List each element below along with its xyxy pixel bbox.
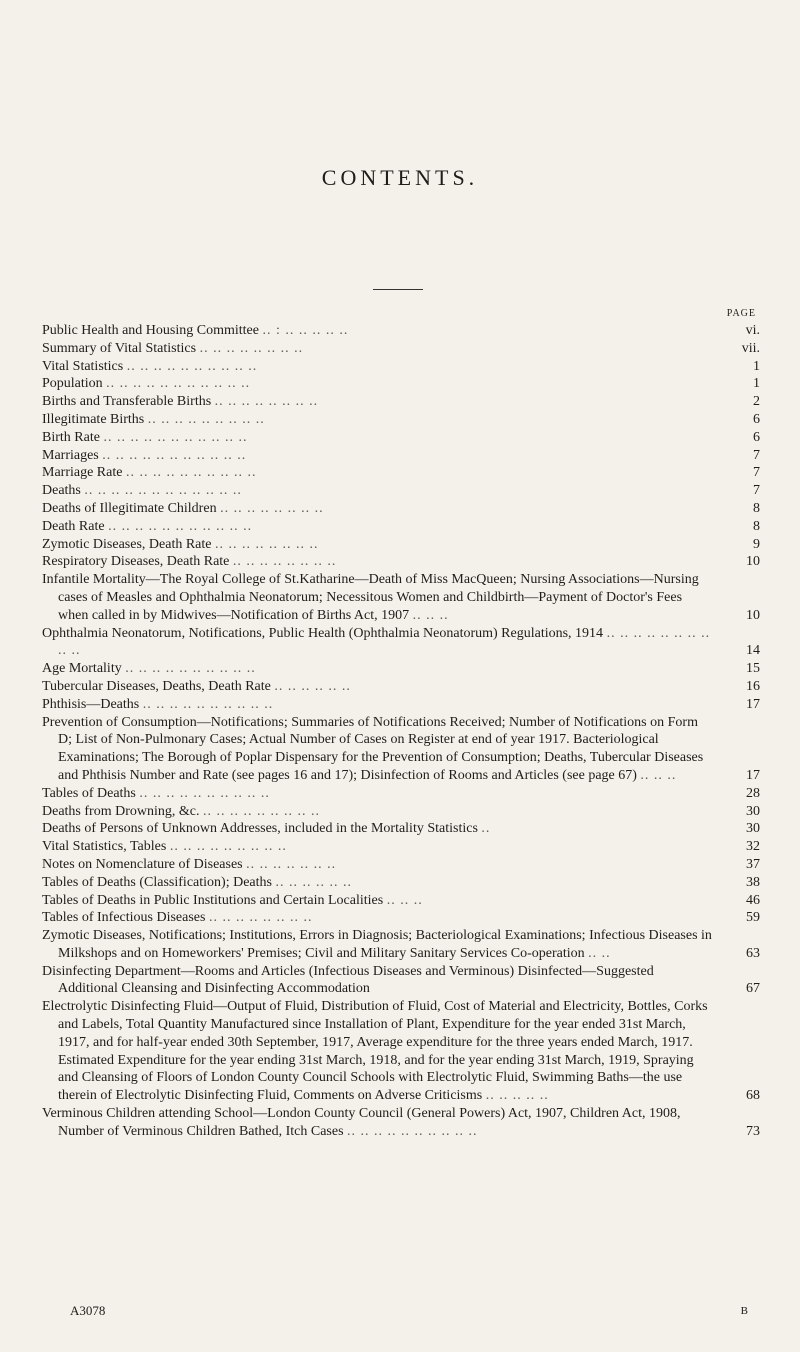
entry-page-number: 28 (746, 785, 760, 801)
entry-title: Tables of Deaths in Public Institutions and Certain Localities (42, 892, 384, 908)
entry-leader-dots: .. .. .. .. .. .. .. .. (232, 554, 337, 570)
entry-page-number: 73 (746, 1123, 760, 1139)
entry-title: Age Mortality (42, 661, 122, 677)
signature-mark: A3078 (70, 1303, 106, 1318)
page-column-header: PAGE (726, 308, 756, 319)
entry-title: Tubercular Diseases, Deaths, Death Rate (42, 678, 271, 694)
entry-leader-dots: .. .. .. .. .. .. .. .. .. .. (58, 625, 711, 659)
entry-leader-dots: .. .. .. .. .. .. .. .. .. .. (126, 358, 258, 374)
page-title: CONTENTS. (321, 165, 479, 190)
entry-leader-dots: .. .. .. .. .. .. .. .. (214, 394, 319, 410)
contents-entry (42, 838, 760, 856)
entry-title: Tables of Infectious Diseases (42, 910, 206, 926)
entry-title: Marriages (42, 447, 99, 463)
entry-leader-dots: .. .. .. (640, 767, 677, 783)
entry-title: Summary of Vital Statistics (42, 340, 197, 356)
contents-entry (42, 393, 760, 411)
entry-leader-dots: .. .. .. .. .. .. .. .. (220, 500, 324, 516)
entry-leader-dots: .. .. .. .. .. .. .. .. (208, 910, 313, 926)
entry-leader-dots: .. .. .. .. .. .. .. .. .. .. (125, 661, 256, 677)
contents-entry (42, 571, 760, 624)
entry-leader-dots: .. .. .. (412, 607, 449, 623)
entry-page-number: 37 (746, 856, 760, 872)
entry-page-number: 38 (746, 874, 760, 890)
entry-title: Illegitimate Births (42, 411, 145, 427)
entry-title: Tables of Deaths (Classification); Deaths (42, 874, 272, 890)
entry-page-number: 1 (753, 358, 760, 374)
entry-title: Zymotic Diseases, Death Rate (42, 536, 212, 552)
entry-page-number: 63 (746, 945, 760, 961)
entry-title: Marriage Rate (42, 465, 123, 481)
contents-entry (42, 500, 760, 518)
entry-title: Deaths of Persons of Unknown Addresses, included in the Mortality Statistics (42, 821, 478, 837)
entry-title: Prevention of Consumption—Notifications; Summaries of Notifications Received; Number of Notifications on Form D; List of Non-Pulmonary Cases; Actual Number of Cases on Register at end of year 1917. Bacteriological Examinations; The Borough of Poplar Dispensary for the Prevention of Consumption; Deaths, Tubercular Diseases and Phthisis Number and Rate (see pages 16 and 17); Disinfection of Rooms and Articles (see page 67) (42, 714, 704, 783)
contents-entry (42, 553, 760, 571)
entry-page-number: 9 (753, 536, 760, 552)
gathering-letter: B (740, 1305, 748, 1317)
entry-page-number: 7 (753, 447, 760, 463)
contents-entry (42, 536, 760, 554)
entry-leader-dots: .. .. .. .. .. .. .. .. .. (202, 803, 320, 819)
entry-leader-dots: .. .. .. .. .. .. .. .. .. .. .. (103, 429, 248, 445)
entry-leader-dots: .. .. .. .. .. .. .. .. (199, 340, 304, 356)
contents-entry (42, 696, 760, 714)
entry-leader-dots: .. .. .. .. .. .. .. .. .. .. (139, 785, 270, 801)
entry-leader-dots: .. .. .. .. .. .. .. .. .. .. .. (106, 376, 251, 392)
contents-entry (42, 803, 760, 821)
entry-title: Notes on Nomenclature of Diseases (42, 856, 243, 872)
entry-leader-dots: .. .. .. .. .. .. .. .. .. (147, 411, 265, 427)
entry-title: Deaths from Drowning, &c. (42, 803, 200, 819)
entry-leader-dots: .. : .. .. .. .. .. (262, 323, 349, 338)
entry-page-number: 68 (746, 1088, 760, 1104)
contents-entry (42, 927, 760, 963)
entry-page-number: 46 (746, 892, 760, 908)
entry-page-number: 67 (746, 981, 760, 997)
entry-leader-dots: .. .. (588, 945, 611, 961)
entry-leader-dots: .. .. .. .. .. .. (275, 874, 352, 890)
entry-title: Verminous Children attending School—London County Council (General Powers) Act, 1907, Children Act, 1908, Number of Verminous Children Bathed, Itch Cases (42, 1106, 681, 1139)
entry-page-number: 30 (746, 803, 760, 819)
entry-title: Birth Rate (42, 429, 100, 445)
entry-leader-dots: .. .. .. .. .. .. .. .. .. .. .. .. (84, 483, 242, 499)
entry-title: Phthisis—Deaths (42, 696, 140, 712)
entry-title: Electrolytic Disinfecting Fluid—Output of Fluid, Distribution of Fluid, Cost of Material and Electricity, Bottles, Corks and Labels, Total Quantity Manufactured since Installation of Plant, Expenditure for the year ended 31st March, 1917, and for half-year ended 30th September, 1917, Average expenditure for the three years ended March, 1917. Estimated Expenditure for the year ending 31st March, 1918, and for the year ending 31st March, 1919, Spraying and Cleansing of Floors of London County Council Schools with Electrolytic Fluid, Swimming Baths—the use therein of Electrolytic Disinfecting Fluid, Comments on Adverse Criticisms (42, 999, 708, 1104)
entry-title: Deaths of Illegitimate Children (42, 500, 217, 516)
contents-entry (42, 820, 760, 838)
entry-leader-dots: .. (481, 821, 491, 837)
entry-page-number: vii. (741, 340, 760, 356)
entry-page-number: 15 (746, 661, 760, 677)
contents-entry (42, 518, 760, 536)
entry-page-number: 16 (746, 678, 760, 694)
entry-page-number: 6 (753, 411, 760, 427)
contents-entry (42, 714, 760, 785)
entry-page-number: 10 (746, 554, 760, 570)
entry-title: Zymotic Diseases, Notifications; Institutions, Errors in Diagnosis; Bacteriological Examinations; Infectious Diseases in Milkshops and on Homeworkers' Premises; Civil and Military Sanitary Services Co-operation (42, 928, 712, 961)
entry-page-number: vi. (745, 323, 760, 338)
entry-title: Disinfecting Department—Rooms and Articles (Infectious Diseases and Verminous) Disinfected—Suggested Additional Cleansing and Disinfecting Accommodation (42, 963, 654, 997)
contents-entry (42, 482, 760, 500)
entry-leader-dots: .. .. .. .. .. .. .. .. (215, 536, 319, 552)
contents-entry (42, 856, 760, 874)
entry-page-number: 1 (753, 376, 760, 392)
contents-entry (42, 678, 760, 696)
entry-page-number: 10 (746, 607, 760, 623)
contents-entry (42, 340, 760, 358)
entry-page-number: 8 (753, 518, 760, 534)
entry-title: Vital Statistics (42, 358, 124, 374)
entry-page-number: 14 (746, 643, 760, 659)
entry-leader-dots: .. .. .. .. .. .. .. .. .. .. (347, 1123, 478, 1139)
entry-page-number: 8 (753, 500, 760, 516)
entry-title: Vital Statistics, Tables (42, 839, 167, 855)
entry-page-number: 2 (753, 394, 760, 410)
contents-entry (42, 785, 760, 803)
contents-entry (42, 909, 760, 927)
entry-title: Infantile Mortality—The Royal College of St.Katharine—Death of Miss MacQueen; Nursing Associations—Nursing cases of Measles and Ophthalmia Neonatorum; Necessitous Women and Childbirth—Payment of Doctor's Fees when called in by Midwives—Notification of Births Act, 1907 (42, 572, 699, 623)
contents-entry (42, 874, 760, 892)
entry-page-number: 7 (753, 483, 760, 499)
contents-entry (42, 322, 760, 340)
entry-title: Births and Transferable Births (42, 394, 212, 410)
entry-leader-dots: .. .. .. (386, 892, 423, 908)
entry-leader-dots: .. .. .. .. .. .. .. .. .. .. (142, 696, 274, 712)
entry-leader-dots: .. .. .. .. .. .. .. (246, 856, 337, 872)
entry-leader-dots: .. .. .. .. .. .. .. .. .. .. .. (102, 447, 247, 463)
entry-leader-dots: .. .. .. .. .. .. .. .. .. .. (125, 465, 257, 481)
entry-page-number: 17 (746, 767, 760, 783)
contents-entry (42, 464, 760, 482)
entry-leader-dots: .. .. .. .. .. (485, 1088, 549, 1104)
contents-entry (42, 963, 760, 999)
entry-page-number: 59 (746, 910, 760, 926)
entry-page-number: 7 (753, 465, 760, 481)
contents-entry (42, 625, 760, 661)
entry-page-number: 17 (746, 696, 760, 712)
entry-title: Population (42, 376, 103, 392)
entry-title: Ophthalmia Neonatorum, Notifications, Public Health (Ophthalmia Neonatorum) Regulations, 1914 (42, 625, 604, 641)
contents-entry (42, 892, 760, 910)
contents-entry (42, 358, 760, 376)
contents-entry (42, 429, 760, 447)
entry-title: Public Health and Housing Committee (42, 323, 259, 338)
contents-entry (42, 660, 760, 678)
entry-leader-dots: .. .. .. .. .. .. (274, 678, 351, 694)
entry-leader-dots: .. .. .. .. .. .. .. .. .. (169, 839, 287, 855)
title-rule (373, 289, 423, 290)
entry-title: Respiratory Diseases, Death Rate (42, 554, 230, 570)
entry-title: Tables of Deaths (42, 785, 136, 801)
entry-leader-dots: .. .. .. .. .. .. .. .. .. .. .. (108, 518, 253, 534)
contents-entry (42, 375, 760, 393)
contents-entry (42, 447, 760, 465)
entry-title: Deaths (42, 483, 81, 499)
contents-entry (42, 411, 760, 429)
entry-title: Death Rate (42, 518, 105, 534)
entry-page-number: 6 (753, 429, 760, 445)
contents-entry (42, 1105, 760, 1141)
entry-page-number: 30 (746, 821, 760, 837)
contents-list (42, 322, 760, 1141)
contents-entry (42, 998, 760, 1105)
entry-page-number: 32 (746, 839, 760, 855)
